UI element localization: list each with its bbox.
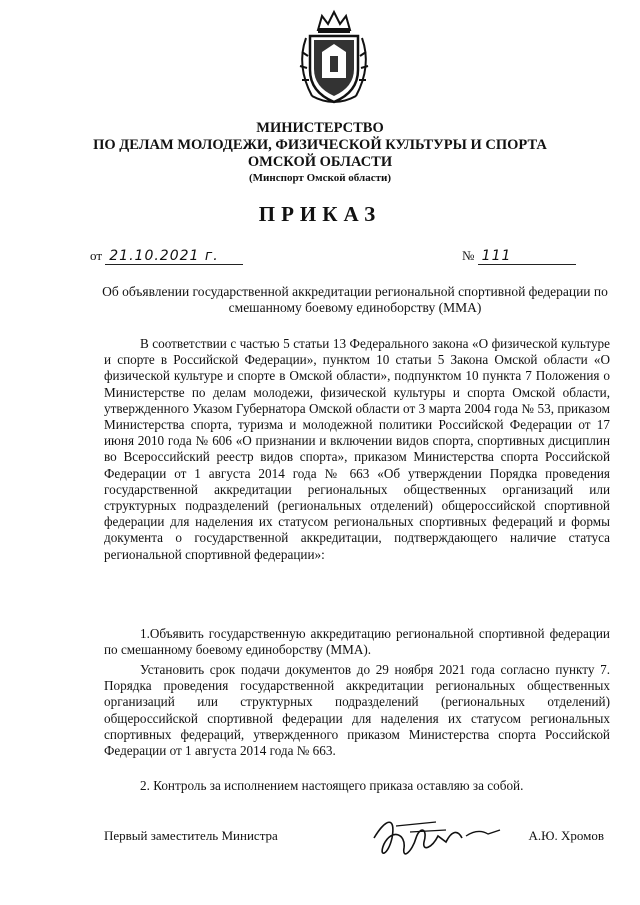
body-paragraph: Установить срок подачи документов до 29 ноября 2021 года согласно пункту 7. Порядка проведения государственной аккредитации региональных общественных организаций или структурных подразделений (региональных отделений) общероссийской спортивной федерации для наделения их статусом региональных спортивных федераций, утвержденного приказом Министерства спорта Российской Федерации от 1 августа 2014 года № 663. <box>104 662 610 759</box>
ministry-line: ПО ДЕЛАМ МОЛОДЕЖИ, ФИЗИЧЕСКОЙ КУЛЬТУРЫ И СПОРТА <box>93 137 547 153</box>
signatory-name: А.Ю. Хромов <box>528 828 604 843</box>
number-field <box>462 248 576 265</box>
body-paragraph: 2. Контроль за исполнением настоящего приказа оставляю за собой. <box>140 778 524 793</box>
date-value: 21.10.2021 г. <box>105 248 243 265</box>
number-value: 111 <box>478 248 576 265</box>
ministry-line: ОМСКОЙ ОБЛАСТИ <box>247 154 393 170</box>
date-label: от <box>90 248 103 263</box>
date-field <box>90 248 243 265</box>
ministry-short-name: (Минспорт Омской области) <box>249 172 391 184</box>
document-title: Об объявлении государственной аккредитации региональной спортивной федерации по смешанному боевому единоборству (ММА) <box>102 284 608 315</box>
ministry-line: МИНИСТЕРСТВО <box>256 120 384 136</box>
handwritten-signature <box>366 808 516 864</box>
signatory-position: Первый заместитель Министра <box>104 828 278 843</box>
number-label: № <box>462 248 475 263</box>
body-paragraph: 1.Объявить государственную аккредитацию региональной спортивной федерации по смешанному боевому единоборству (ММА). <box>104 626 610 658</box>
ministry-name <box>0 120 640 171</box>
coat-of-arms-icon <box>292 8 376 108</box>
document-type: ПРИКАЗ <box>258 202 382 226</box>
body-paragraph: В соответствии с частью 5 статьи 13 Федерального закона «О физической культуре и спорте в Российской Федерации», пунктом 10 статьи 5 Закона Омской области «О физической культуре и спорте в Омской области», подпунктом 10 пункта 7 Положения о Министерстве по делам молодежи, физической культуры и спорта Омской области, утвержденного Указом Губернатора Омской области от 3 марта 2004 года № 53, приказом Министерства спорта, туризма и молодежной политики Российской Федерации от 17 июня 2010 года № 606 «О признании и включении видов спорта, спортивных дисциплин во Всероссийский реестр видов спорта», приказом Министерства спорта Российской Федерации от 1 августа 2014 года № 663 «Об утверждении Порядка проведения государственной аккредитации региональных общественных организаций или структурных подразделений (региональных отделений) общероссийской спортивной федерации для наделения их статусом региональных спортивных федераций и формы документа о государственной аккредитации, подтверждающего наличие статуса региональной спортивной федерации»: <box>104 336 610 562</box>
